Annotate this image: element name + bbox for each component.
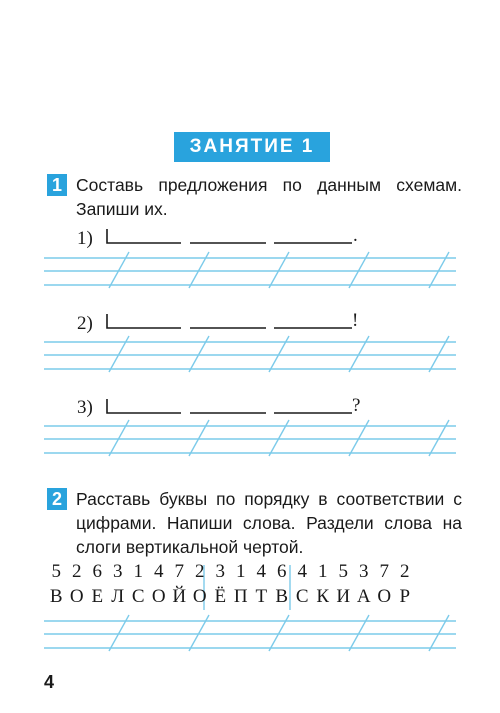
letter: В	[49, 586, 63, 607]
letter: О	[151, 586, 166, 607]
digit: 3	[113, 561, 123, 582]
task-1-text: Составь предложения по данным схемам. Запиши их.	[76, 175, 462, 219]
letter: С	[131, 586, 145, 607]
digit: 3	[215, 561, 225, 582]
letter: Р	[399, 586, 411, 607]
lesson-title: ЗАНЯТИЕ 1	[174, 132, 330, 162]
sentence-scheme-1	[107, 229, 352, 243]
scheme-1-label: 1)	[77, 228, 93, 249]
scheme-3-label: 3)	[77, 397, 93, 418]
sentence-scheme-2	[107, 314, 352, 328]
digit: 5	[51, 561, 61, 582]
letter: И	[336, 586, 351, 607]
scheme-2-label: 2)	[77, 313, 93, 334]
letter: В	[275, 586, 289, 607]
letter: А	[356, 586, 371, 607]
digit: 2	[72, 561, 82, 582]
digit: 6	[92, 561, 102, 582]
writing-lines-1	[44, 252, 456, 288]
digit: 1	[318, 561, 328, 582]
writing-lines-2	[44, 336, 456, 372]
scheme-2-end-mark: !	[352, 310, 359, 331]
scheme-3-end-mark: ?	[352, 395, 361, 416]
scheme-1-end-mark: .	[353, 225, 358, 246]
digit-row	[46, 561, 415, 583]
letter: С	[295, 586, 309, 607]
digit: 1	[133, 561, 143, 582]
digit: 4	[256, 561, 266, 582]
digit: 3	[359, 561, 369, 582]
letter: Л	[111, 586, 125, 607]
digit: 2	[400, 561, 410, 582]
task-2-number: 2	[47, 488, 67, 510]
writing-lines-4	[44, 615, 456, 651]
letter-row	[46, 586, 415, 608]
letter: Ё	[214, 586, 227, 607]
sentence-scheme-3	[107, 399, 352, 413]
digit: 2	[195, 561, 205, 582]
digit: 1	[236, 561, 246, 582]
letter: О	[192, 586, 207, 607]
letter: Е	[91, 586, 104, 607]
digit: 7	[379, 561, 389, 582]
letter: К	[316, 586, 330, 607]
writing-lines-3	[44, 420, 456, 456]
task-2-text: Расставь буквы по порядку в соответствии с цифрами. Напиши слова. Раздели слова на слоги вертикальной чертой.	[76, 489, 462, 557]
digit: 4	[154, 561, 164, 582]
digit: 6	[277, 561, 287, 582]
letter: О	[377, 586, 392, 607]
letter: Й	[172, 586, 187, 607]
digit: 4	[297, 561, 307, 582]
digit: 7	[174, 561, 184, 582]
letter: П	[233, 586, 248, 607]
page-number: 4	[44, 672, 55, 692]
task-1-number: 1	[47, 174, 67, 196]
letter: Т	[255, 586, 268, 607]
letter: О	[69, 586, 84, 607]
digit: 5	[338, 561, 348, 582]
